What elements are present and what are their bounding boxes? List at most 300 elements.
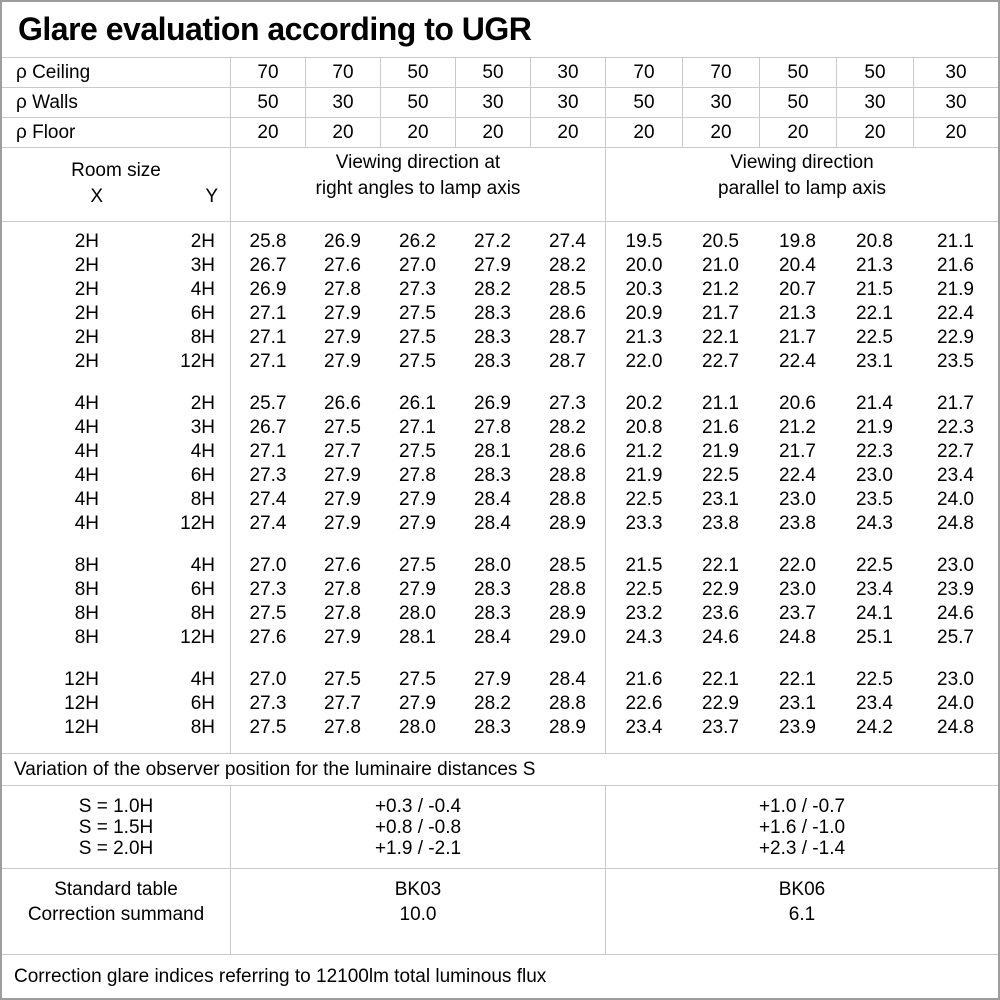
- ugr-value: 27.9: [324, 465, 361, 486]
- ugr-value: 22.3: [937, 417, 974, 438]
- ugr-value: 27.9: [399, 693, 436, 714]
- ugr-value: 21.6: [605, 668, 682, 692]
- ugr-value: 27.0: [230, 554, 305, 578]
- ugr-value: 27.7: [324, 693, 361, 714]
- ugr-value: 28.7: [549, 327, 586, 348]
- ugr-value: 24.8: [937, 513, 974, 534]
- ugr-value: 24.2: [856, 717, 893, 738]
- reflectance-value: 30: [530, 88, 605, 117]
- footer-note: Correction glare indices referring to 12100lm total luminous flux: [14, 965, 547, 987]
- spacer-cell: [2, 650, 230, 668]
- ugr-value: 24.1: [856, 603, 893, 624]
- s-right-angles-values: [230, 786, 605, 868]
- reflectance-value: 30: [836, 88, 913, 117]
- room-size-x: 4H: [74, 489, 99, 510]
- ugr-value: 28.4: [474, 489, 511, 510]
- ugr-value: 23.1: [702, 489, 739, 510]
- parallel-header-line2: parallel to lamp axis: [718, 178, 886, 199]
- reflectance-value: 20: [305, 118, 380, 147]
- ugr-value: 27.8: [399, 465, 436, 486]
- reflectance-value: 50: [380, 58, 455, 87]
- ugr-value: 22.6: [605, 692, 682, 716]
- s-distance-label: S = 2.0H: [78, 837, 154, 859]
- ugr-row: [2, 230, 998, 254]
- ugr-value: 21.7: [937, 393, 974, 414]
- room-size-header: [2, 148, 230, 221]
- room-size-y: 4H: [190, 279, 215, 300]
- ugr-value: 21.9: [856, 417, 893, 438]
- ugr-value: 22.1: [779, 669, 816, 690]
- ugr-row: [2, 416, 998, 440]
- spacer-cell: [230, 740, 605, 754]
- ugr-value: 23.4: [856, 693, 893, 714]
- room-size-y: 12H: [180, 627, 215, 648]
- room-size-y: 6H: [190, 693, 215, 714]
- ugr-value: 21.5: [605, 554, 682, 578]
- room-size-y: 3H: [190, 417, 215, 438]
- ugr-value: 21.3: [605, 326, 682, 350]
- ugr-value: 28.3: [474, 579, 511, 600]
- room-size-x: 12H: [64, 693, 99, 714]
- s-distance-labels: [2, 786, 230, 868]
- ugr-row: [2, 464, 998, 488]
- ugr-value: 22.9: [702, 693, 739, 714]
- ugr-value: 27.6: [324, 255, 361, 276]
- ugr-value: 27.1: [399, 417, 436, 438]
- variation-note-row: [2, 754, 998, 786]
- ugr-value: 22.4: [779, 465, 816, 486]
- ugr-value: 22.4: [937, 303, 974, 324]
- s-variation-value: +0.3 / -0.4: [374, 795, 462, 817]
- ugr-value: 23.0: [779, 579, 816, 600]
- ugr-value: 24.6: [937, 603, 974, 624]
- xy-header-line: [2, 184, 230, 210]
- ugr-value: 23.8: [779, 513, 816, 534]
- reflectance-value: 50: [759, 88, 836, 117]
- s-distance-label: S = 1.0H: [78, 795, 154, 817]
- ugr-value: 23.1: [856, 351, 893, 372]
- room-size-x: 8H: [74, 579, 99, 600]
- spacer-cell: [230, 222, 605, 230]
- ugr-value: 21.5: [856, 279, 893, 300]
- ugr-value: 28.0: [399, 603, 436, 624]
- ugr-value: 27.1: [230, 440, 305, 464]
- spacer-cell: [605, 536, 998, 554]
- ugr-value: 27.9: [399, 489, 436, 510]
- ugr-value: 22.5: [605, 488, 682, 512]
- ugr-value: 23.4: [605, 716, 682, 740]
- ugr-value: 28.5: [549, 279, 586, 300]
- ugr-value: 26.7: [230, 254, 305, 278]
- ugr-value: 22.7: [937, 441, 974, 462]
- s-parallel-values: [605, 786, 998, 868]
- reflectance-value: 20: [605, 118, 682, 147]
- room-size-y: 2H: [190, 393, 215, 414]
- ugr-value: 26.2: [399, 231, 436, 252]
- room-size-y: 8H: [190, 489, 215, 510]
- ugr-value: 24.6: [702, 627, 739, 648]
- ugr-value: 23.0: [937, 669, 974, 690]
- ugr-value: 28.6: [549, 441, 586, 462]
- spacer-cell: [605, 740, 998, 754]
- ugr-value: 27.9: [324, 351, 361, 372]
- ugr-row: [2, 554, 998, 578]
- spacer-cell: [2, 374, 230, 392]
- ugr-row: [2, 254, 998, 278]
- footer-note-row: [2, 955, 998, 998]
- ugr-value: 20.8: [856, 231, 893, 252]
- ugr-value: 20.3: [605, 278, 682, 302]
- reflectance-value: 20: [759, 118, 836, 147]
- spacer-cell: [2, 740, 230, 754]
- room-size-caption: Room size: [71, 160, 161, 181]
- ugr-value: 27.5: [230, 716, 305, 740]
- reflectance-value: 50: [230, 88, 305, 117]
- ugr-value: 27.9: [399, 513, 436, 534]
- ugr-value: 19.8: [779, 231, 816, 252]
- ugr-value: 24.0: [937, 489, 974, 510]
- ugr-value: 28.4: [474, 513, 511, 534]
- ugr-value: 28.8: [549, 579, 586, 600]
- parallel-group-header: [605, 148, 998, 221]
- ugr-value: 27.5: [399, 555, 436, 576]
- ugr-value: 29.0: [549, 627, 586, 648]
- s-variation-value: +2.3 / -1.4: [758, 837, 846, 859]
- ugr-value: 26.9: [230, 278, 305, 302]
- ugr-row: [2, 626, 998, 650]
- ugr-value: 21.1: [702, 393, 739, 414]
- right-angles-header-line2: right angles to lamp axis: [315, 178, 521, 199]
- ugr-value: 28.2: [474, 693, 511, 714]
- ugr-value: 27.1: [230, 302, 305, 326]
- ugr-value: 23.7: [702, 717, 739, 738]
- room-size-y: 3H: [190, 255, 215, 276]
- ugr-value: 27.3: [230, 692, 305, 716]
- ugr-value: 23.3: [605, 512, 682, 536]
- ugr-value: 28.2: [474, 279, 511, 300]
- ugr-value: 28.3: [474, 303, 511, 324]
- ugr-value: 20.2: [605, 392, 682, 416]
- ugr-value: 22.1: [702, 327, 739, 348]
- ugr-row: [2, 326, 998, 350]
- reflectance-row: [2, 58, 998, 88]
- ugr-value: 23.8: [702, 513, 739, 534]
- ugr-value: 20.6: [779, 393, 816, 414]
- ugr-value: 21.9: [937, 279, 974, 300]
- reflectance-section: [2, 58, 998, 148]
- ugr-value: 27.2: [474, 231, 511, 252]
- room-size-x: 12H: [64, 717, 99, 738]
- ugr-value: 27.7: [324, 441, 361, 462]
- reflectance-value: 50: [380, 88, 455, 117]
- ugr-value: 22.7: [702, 351, 739, 372]
- reflectance-value: 50: [759, 58, 836, 87]
- ugr-value: 22.0: [779, 555, 816, 576]
- observer-variation-section: [2, 786, 998, 869]
- room-size-y: 8H: [190, 327, 215, 348]
- ugr-value: 21.6: [702, 417, 739, 438]
- ugr-row: [2, 668, 998, 692]
- ugr-value: 23.2: [605, 602, 682, 626]
- ugr-value: 27.8: [324, 603, 361, 624]
- room-size-y: 4H: [190, 555, 215, 576]
- ugr-value: 24.3: [605, 626, 682, 650]
- reflectance-label: ρ Walls: [16, 92, 78, 113]
- ugr-value: 23.9: [779, 717, 816, 738]
- y-axis-header: Y: [205, 186, 218, 207]
- reflectance-value: 70: [682, 58, 759, 87]
- reflectance-value: 70: [605, 58, 682, 87]
- ugr-value: 23.0: [937, 555, 974, 576]
- ugr-value: 27.9: [474, 669, 511, 690]
- room-size-x: 2H: [74, 255, 99, 276]
- ugr-row: [2, 278, 998, 302]
- ugr-row: [2, 578, 998, 602]
- ugr-value: 20.9: [605, 302, 682, 326]
- room-size-x: 12H: [64, 669, 99, 690]
- ugr-value: 27.0: [230, 668, 305, 692]
- ugr-value: 28.2: [549, 255, 586, 276]
- ugr-row: [2, 350, 998, 374]
- ugr-value: 27.8: [324, 279, 361, 300]
- ugr-value: 20.5: [702, 231, 739, 252]
- standard-right-angles: [230, 869, 605, 954]
- ugr-value: 28.3: [474, 717, 511, 738]
- reflectance-value: 20: [913, 118, 998, 147]
- ugr-value: 22.4: [779, 351, 816, 372]
- room-size-x: 2H: [74, 327, 99, 348]
- ugr-value: 28.9: [549, 513, 586, 534]
- ugr-value: 21.7: [702, 303, 739, 324]
- ugr-value: 27.1: [230, 326, 305, 350]
- ugr-value: 23.9: [937, 579, 974, 600]
- ugr-value: 27.8: [324, 717, 361, 738]
- ugr-value: 27.5: [324, 417, 361, 438]
- spacer-row: [2, 650, 998, 668]
- spacer-cell: [230, 374, 605, 392]
- s-variation-value: +1.0 / -0.7: [758, 795, 846, 817]
- parallel-header-line1: Viewing direction: [730, 152, 874, 173]
- ugr-value: 28.3: [474, 603, 511, 624]
- ugr-value: 27.5: [230, 602, 305, 626]
- reflectance-value: 70: [230, 58, 305, 87]
- spacer-cell: [230, 650, 605, 668]
- room-size-x: 2H: [74, 303, 99, 324]
- ugr-value: 28.3: [474, 351, 511, 372]
- ugr-data-area: [2, 222, 998, 754]
- standard-labels: [2, 869, 230, 954]
- right-angles-header-line1: Viewing direction at: [335, 152, 501, 173]
- ugr-value: 22.3: [856, 441, 893, 462]
- table-header-row: [2, 148, 998, 222]
- correction-summand-value: 10.0: [399, 904, 437, 925]
- spacer-cell: [605, 222, 998, 230]
- reflectance-value: 70: [305, 58, 380, 87]
- ugr-value: 27.9: [324, 303, 361, 324]
- reflectance-value: 30: [913, 88, 998, 117]
- ugr-value: 20.0: [605, 254, 682, 278]
- ugr-row: [2, 716, 998, 740]
- ugr-value: 21.2: [702, 279, 739, 300]
- x-axis-header: X: [90, 186, 103, 207]
- ugr-value: 23.5: [856, 489, 893, 510]
- ugr-value: 22.0: [605, 350, 682, 374]
- room-size-x: 4H: [74, 417, 99, 438]
- ugr-row: [2, 602, 998, 626]
- spacer-row: [2, 222, 998, 230]
- ugr-value: 27.4: [230, 512, 305, 536]
- ugr-value: 21.3: [779, 303, 816, 324]
- standard-table-section: [2, 869, 998, 955]
- ugr-value: 28.9: [549, 603, 586, 624]
- ugr-value: 28.4: [474, 627, 511, 648]
- room-size-x: 8H: [74, 627, 99, 648]
- ugr-value: 22.5: [856, 327, 893, 348]
- room-size-y: 6H: [190, 579, 215, 600]
- standard-table-label: Standard table: [54, 879, 178, 900]
- room-size-y: 12H: [180, 513, 215, 534]
- ugr-value: 26.9: [324, 231, 361, 252]
- ugr-value: 22.5: [856, 555, 893, 576]
- ugr-value: 22.1: [702, 555, 739, 576]
- ugr-value: 27.6: [230, 626, 305, 650]
- ugr-value: 22.5: [856, 669, 893, 690]
- right-angles-group-header: [230, 148, 605, 221]
- ugr-value: 20.8: [605, 416, 682, 440]
- room-size-y: 4H: [190, 669, 215, 690]
- ugr-value: 21.7: [779, 327, 816, 348]
- room-size-y: 8H: [190, 603, 215, 624]
- ugr-value: 27.5: [399, 303, 436, 324]
- ugr-value: 26.6: [324, 393, 361, 414]
- ugr-row: [2, 302, 998, 326]
- ugr-value: 26.1: [399, 393, 436, 414]
- ugr-row: [2, 692, 998, 716]
- ugr-value: 20.7: [779, 279, 816, 300]
- ugr-row: [2, 440, 998, 464]
- ugr-value: 27.9: [324, 327, 361, 348]
- ugr-value: 27.5: [399, 441, 436, 462]
- ugr-value: 22.1: [856, 303, 893, 324]
- correction-summand-value: 6.1: [788, 904, 816, 925]
- ugr-value: 28.8: [549, 489, 586, 510]
- title-row: [2, 2, 998, 58]
- reflectance-value: 50: [836, 58, 913, 87]
- ugr-value: 28.8: [549, 465, 586, 486]
- ugr-value: 21.2: [779, 417, 816, 438]
- room-size-x: 2H: [74, 279, 99, 300]
- room-size-y: 2H: [190, 231, 215, 252]
- ugr-value: 28.5: [549, 555, 586, 576]
- ugr-value: 27.9: [324, 627, 361, 648]
- ugr-value: 27.5: [399, 327, 436, 348]
- ugr-value: 28.8: [549, 693, 586, 714]
- ugr-value: 22.1: [702, 669, 739, 690]
- spacer-cell: [2, 222, 230, 230]
- reflectance-value: 20: [682, 118, 759, 147]
- room-size-x: 8H: [74, 603, 99, 624]
- room-size-x: 2H: [74, 231, 99, 252]
- ugr-value: 27.3: [399, 279, 436, 300]
- correction-summand-label: Correction summand: [27, 904, 205, 925]
- room-size-y: 4H: [190, 441, 215, 462]
- spacer-cell: [605, 374, 998, 392]
- standard-table-value: BK06: [778, 879, 826, 900]
- ugr-value: 21.6: [937, 255, 974, 276]
- ugr-value: 23.5: [937, 351, 974, 372]
- ugr-value: 22.9: [702, 579, 739, 600]
- ugr-value: 26.9: [474, 393, 511, 414]
- reflectance-value: 50: [455, 58, 530, 87]
- ugr-value: 28.4: [549, 669, 586, 690]
- ugr-value: 23.6: [702, 603, 739, 624]
- ugr-value: 23.1: [779, 693, 816, 714]
- ugr-value: 27.4: [549, 231, 586, 252]
- reflectance-label: ρ Ceiling: [16, 62, 91, 83]
- room-size-x: 4H: [74, 393, 99, 414]
- ugr-value: 27.1: [230, 350, 305, 374]
- ugr-value: 27.8: [474, 417, 511, 438]
- room-size-x: 4H: [74, 513, 99, 534]
- reflectance-value: 50: [605, 88, 682, 117]
- spacer-row: [2, 740, 998, 754]
- ugr-value: 20.4: [779, 255, 816, 276]
- ugr-value: 28.1: [399, 627, 436, 648]
- ugr-value: 21.2: [605, 440, 682, 464]
- s-variation-value: +1.6 / -1.0: [758, 816, 846, 838]
- ugr-value: 23.0: [856, 465, 893, 486]
- ugr-value: 19.5: [605, 230, 682, 254]
- ugr-value: 25.8: [230, 230, 305, 254]
- spacer-row: [2, 536, 998, 554]
- ugr-row: [2, 512, 998, 536]
- ugr-value: 21.9: [702, 441, 739, 462]
- reflectance-value: 20: [230, 118, 305, 147]
- ugr-value: 25.7: [230, 392, 305, 416]
- room-size-x: 2H: [74, 351, 99, 372]
- standard-table-value: BK03: [394, 879, 442, 900]
- spacer-row: [2, 374, 998, 392]
- reflectance-value: 30: [682, 88, 759, 117]
- room-size-y: 8H: [190, 717, 215, 738]
- room-size-x: 4H: [74, 465, 99, 486]
- ugr-value: 27.3: [549, 393, 586, 414]
- ugr-value: 28.1: [474, 441, 511, 462]
- ugr-value: 28.7: [549, 351, 586, 372]
- ugr-value: 21.3: [856, 255, 893, 276]
- page-title: Glare evaluation according to UGR: [18, 11, 532, 47]
- ugr-value: 21.1: [937, 231, 974, 252]
- standard-parallel: [605, 869, 998, 954]
- reflectance-value: 20: [836, 118, 913, 147]
- ugr-value: 25.1: [856, 627, 893, 648]
- ugr-value: 23.4: [937, 465, 974, 486]
- ugr-value: 27.0: [399, 255, 436, 276]
- ugr-value: 27.5: [399, 351, 436, 372]
- s-variation-value: +1.9 / -2.1: [374, 837, 462, 859]
- ugr-value: 27.9: [324, 489, 361, 510]
- s-distance-label: S = 1.5H: [78, 816, 154, 838]
- room-size-x: 4H: [74, 441, 99, 462]
- reflectance-value: 30: [530, 58, 605, 87]
- ugr-row: [2, 392, 998, 416]
- spacer-cell: [2, 536, 230, 554]
- spacer-cell: [230, 536, 605, 554]
- ugr-value: 23.7: [779, 603, 816, 624]
- room-size-x: 8H: [74, 555, 99, 576]
- ugr-value: 28.3: [474, 465, 511, 486]
- ugr-value: 23.0: [779, 489, 816, 510]
